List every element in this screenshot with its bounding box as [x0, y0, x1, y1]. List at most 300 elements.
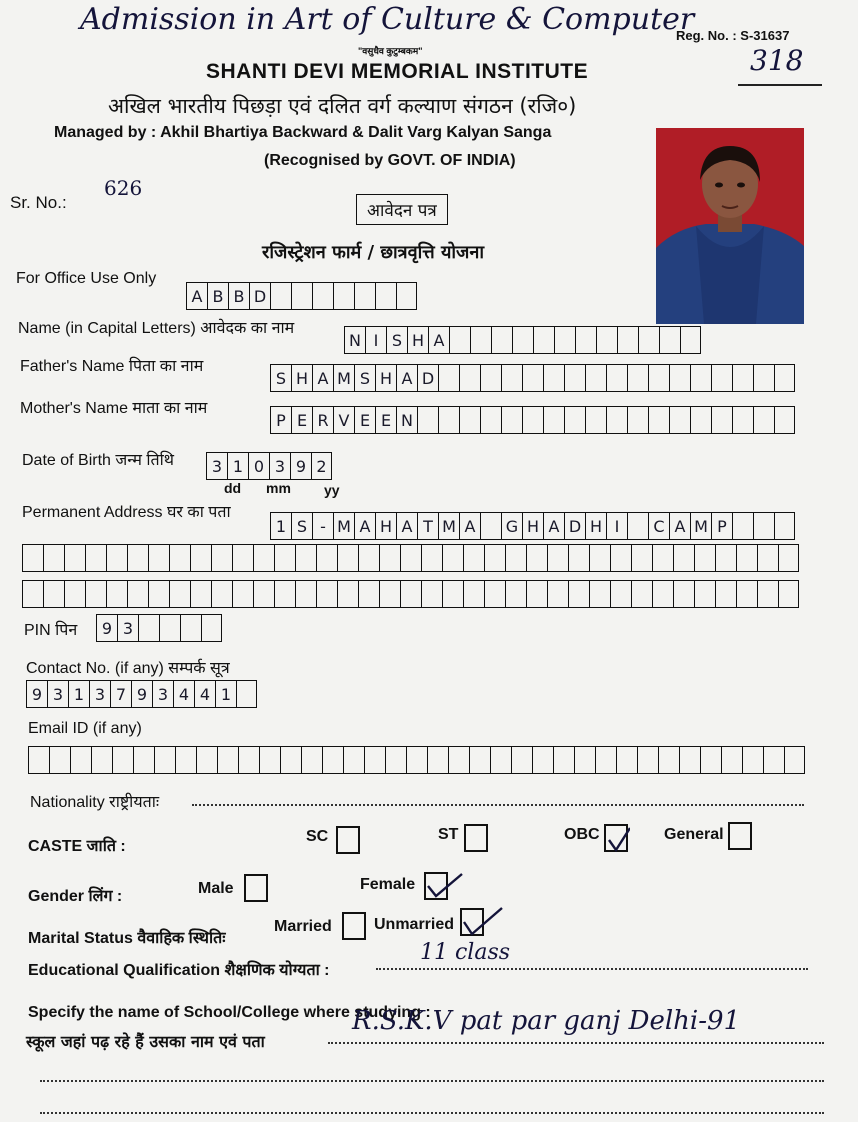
char-cell[interactable]: [375, 282, 396, 310]
char-cell[interactable]: [543, 364, 564, 392]
char-cell[interactable]: N: [344, 326, 365, 354]
char-cell[interactable]: [343, 746, 364, 774]
char-cell[interactable]: E: [291, 406, 312, 434]
char-cell[interactable]: [512, 326, 533, 354]
name-boxes[interactable]: [344, 326, 701, 354]
char-cell[interactable]: [406, 746, 427, 774]
school-line-3[interactable]: [40, 1112, 824, 1114]
char-cell[interactable]: [301, 746, 322, 774]
char-cell[interactable]: [190, 580, 211, 608]
char-cell[interactable]: [673, 544, 694, 572]
char-cell[interactable]: [295, 580, 316, 608]
char-cell[interactable]: N: [396, 406, 417, 434]
nationality-label: Nationality राष्ट्रीयताः: [30, 794, 160, 811]
char-cell[interactable]: H: [375, 364, 396, 392]
char-cell[interactable]: [180, 614, 201, 642]
char-cell[interactable]: [463, 580, 484, 608]
char-cell[interactable]: S: [354, 364, 375, 392]
char-cell[interactable]: [585, 364, 606, 392]
char-cell[interactable]: [211, 544, 232, 572]
char-cell[interactable]: [270, 282, 291, 310]
char-cell[interactable]: S: [386, 326, 407, 354]
char-cell[interactable]: [564, 406, 585, 434]
char-cell[interactable]: [312, 282, 333, 310]
char-cell[interactable]: [400, 580, 421, 608]
char-cell[interactable]: [694, 580, 715, 608]
char-cell[interactable]: I: [365, 326, 386, 354]
char-cell[interactable]: [589, 544, 610, 572]
org-hindi: अखिल भारतीय पिछड़ा एवं दलित वर्ग कल्याण संगठन (रजि०): [108, 94, 577, 118]
char-cell[interactable]: [49, 746, 70, 774]
managed-by: Managed by : Akhil Bhartiya Backward & Dalit Varg Kalyan Sanga: [54, 124, 552, 141]
pin-label: PIN पिन: [24, 622, 78, 639]
char-cell[interactable]: [610, 544, 631, 572]
char-cell[interactable]: [679, 746, 700, 774]
char-cell[interactable]: A: [428, 326, 449, 354]
char-cell[interactable]: [438, 406, 459, 434]
form-title: रजिस्ट्रेशन फार्म / छात्रवृत्ति योजना: [262, 242, 485, 263]
char-cell[interactable]: [175, 746, 196, 774]
char-cell[interactable]: 2: [311, 452, 332, 480]
char-cell[interactable]: [532, 746, 553, 774]
sr-no-label: Sr. No.:: [10, 193, 67, 212]
char-cell[interactable]: D: [249, 282, 270, 310]
char-cell[interactable]: [421, 544, 442, 572]
char-cell[interactable]: M: [333, 364, 354, 392]
char-cell[interactable]: [547, 580, 568, 608]
char-cell[interactable]: P: [711, 512, 732, 540]
char-cell[interactable]: [421, 580, 442, 608]
char-cell[interactable]: [438, 364, 459, 392]
st-checkbox[interactable]: [464, 824, 488, 852]
char-cell[interactable]: [337, 544, 358, 572]
char-cell[interactable]: A: [543, 512, 564, 540]
char-cell[interactable]: [417, 406, 438, 434]
char-cell[interactable]: [669, 406, 690, 434]
char-cell[interactable]: [70, 746, 91, 774]
char-cell[interactable]: S: [270, 364, 291, 392]
char-cell[interactable]: 1: [68, 680, 89, 708]
char-cell[interactable]: [112, 746, 133, 774]
char-cell[interactable]: [700, 746, 721, 774]
char-cell[interactable]: [526, 580, 547, 608]
char-cell[interactable]: I: [606, 512, 627, 540]
char-cell[interactable]: S: [291, 512, 312, 540]
char-cell[interactable]: [690, 406, 711, 434]
male-checkbox[interactable]: [244, 874, 268, 902]
motto: "वसुधैव कुटुम्बकम": [358, 46, 423, 56]
char-cell[interactable]: [627, 512, 648, 540]
char-cell[interactable]: [159, 614, 180, 642]
dob-dd: dd: [224, 480, 242, 496]
char-cell[interactable]: [715, 544, 736, 572]
sc-checkbox[interactable]: [336, 826, 360, 854]
char-cell[interactable]: [480, 512, 501, 540]
address-boxes-1[interactable]: [270, 512, 795, 540]
char-cell[interactable]: B: [228, 282, 249, 310]
dob-boxes[interactable]: [206, 452, 332, 480]
reg-underline: [738, 84, 822, 86]
char-cell[interactable]: [606, 364, 627, 392]
email-boxes[interactable]: [28, 746, 805, 774]
char-cell[interactable]: [470, 326, 491, 354]
char-cell[interactable]: [480, 406, 501, 434]
address-boxes-3[interactable]: [22, 580, 799, 608]
char-cell[interactable]: [736, 580, 757, 608]
char-cell[interactable]: [742, 746, 763, 774]
char-cell[interactable]: [638, 326, 659, 354]
char-cell[interactable]: [568, 580, 589, 608]
char-cell[interactable]: [491, 326, 512, 354]
handwritten-title: Admission in Art of Culture & Computer: [80, 2, 695, 37]
char-cell[interactable]: 1: [215, 680, 236, 708]
married-label: Married: [274, 918, 332, 935]
char-cell[interactable]: [753, 406, 774, 434]
char-cell[interactable]: T: [417, 512, 438, 540]
education-line[interactable]: [376, 968, 808, 970]
sc-label: SC: [306, 828, 329, 845]
nationality-line[interactable]: [192, 804, 804, 806]
char-cell[interactable]: [652, 580, 673, 608]
gender-label: Gender लिंग :: [28, 888, 123, 905]
char-cell[interactable]: [91, 746, 112, 774]
female-checkbox[interactable]: [424, 872, 448, 900]
address-boxes-2[interactable]: [22, 544, 799, 572]
char-cell[interactable]: [469, 746, 490, 774]
char-cell[interactable]: [138, 614, 159, 642]
char-cell[interactable]: [690, 364, 711, 392]
name-label: Name (in Capital Letters) आवेदक का नाम: [18, 320, 295, 337]
char-cell[interactable]: [316, 544, 337, 572]
char-cell[interactable]: [648, 364, 669, 392]
char-cell[interactable]: [236, 680, 257, 708]
father-boxes[interactable]: [270, 364, 795, 392]
char-cell[interactable]: -: [312, 512, 333, 540]
char-cell[interactable]: [396, 282, 417, 310]
char-cell[interactable]: [501, 364, 522, 392]
char-cell[interactable]: [627, 406, 648, 434]
char-cell[interactable]: [337, 580, 358, 608]
char-cell[interactable]: [459, 406, 480, 434]
char-cell[interactable]: [133, 746, 154, 774]
char-cell[interactable]: [196, 746, 217, 774]
char-cell[interactable]: [253, 580, 274, 608]
char-cell[interactable]: [732, 512, 753, 540]
reg-number: Reg. No. : S-31637: [676, 28, 790, 43]
char-cell[interactable]: [616, 746, 637, 774]
char-cell[interactable]: A: [459, 512, 480, 540]
char-cell[interactable]: [211, 580, 232, 608]
marital-label: Marital Status वैवाहिक स्थितिः: [28, 930, 226, 947]
char-cell[interactable]: [505, 544, 526, 572]
char-cell[interactable]: [694, 544, 715, 572]
obc-label: OBC: [564, 826, 600, 843]
char-cell[interactable]: [148, 544, 169, 572]
char-cell[interactable]: A: [396, 364, 417, 392]
char-cell[interactable]: [778, 544, 799, 572]
school-line-2[interactable]: [40, 1080, 824, 1082]
char-cell[interactable]: [568, 544, 589, 572]
char-cell[interactable]: [253, 544, 274, 572]
char-cell[interactable]: [385, 746, 406, 774]
char-cell[interactable]: [669, 364, 690, 392]
char-cell[interactable]: 9: [131, 680, 152, 708]
char-cell[interactable]: [22, 580, 43, 608]
dob-yy: yy: [324, 482, 340, 498]
char-cell[interactable]: [673, 580, 694, 608]
char-cell[interactable]: [595, 746, 616, 774]
char-cell[interactable]: 3: [89, 680, 110, 708]
sr-no-value: 626: [104, 176, 143, 200]
dob-label: Date of Birth जन्म तिथि: [22, 452, 174, 469]
married-checkbox[interactable]: [342, 912, 366, 940]
char-cell[interactable]: H: [291, 364, 312, 392]
char-cell[interactable]: [484, 544, 505, 572]
char-cell[interactable]: [238, 746, 259, 774]
char-cell[interactable]: [505, 580, 526, 608]
char-cell[interactable]: [526, 544, 547, 572]
char-cell[interactable]: [400, 544, 421, 572]
char-cell[interactable]: [564, 364, 585, 392]
char-cell[interactable]: [274, 580, 295, 608]
char-cell[interactable]: 3: [269, 452, 290, 480]
char-cell[interactable]: [232, 544, 253, 572]
char-cell[interactable]: [648, 406, 669, 434]
char-cell[interactable]: [543, 406, 564, 434]
char-cell[interactable]: [322, 746, 343, 774]
check-mark-icon: [424, 870, 464, 900]
char-cell[interactable]: [43, 544, 64, 572]
char-cell[interactable]: [732, 364, 753, 392]
char-cell[interactable]: [732, 406, 753, 434]
char-cell[interactable]: [364, 746, 385, 774]
char-cell[interactable]: [358, 580, 379, 608]
char-cell[interactable]: C: [648, 512, 669, 540]
char-cell[interactable]: [490, 746, 511, 774]
char-cell[interactable]: [736, 544, 757, 572]
father-label: Father's Name पिता का नाम: [20, 358, 204, 375]
char-cell[interactable]: 1: [270, 512, 291, 540]
char-cell[interactable]: [774, 512, 795, 540]
char-cell[interactable]: [547, 544, 568, 572]
char-cell[interactable]: 7: [110, 680, 131, 708]
school-label: Specify the name of School/College where studying :: [28, 1004, 431, 1021]
char-cell[interactable]: [127, 544, 148, 572]
char-cell[interactable]: [154, 746, 175, 774]
general-checkbox[interactable]: [728, 822, 752, 850]
char-cell[interactable]: [169, 580, 190, 608]
pin-boxes[interactable]: [96, 614, 222, 642]
char-cell[interactable]: [280, 746, 301, 774]
char-cell[interactable]: [715, 580, 736, 608]
char-cell[interactable]: [442, 544, 463, 572]
applicant-photo: [656, 128, 804, 324]
char-cell[interactable]: [631, 544, 652, 572]
char-cell[interactable]: [522, 406, 543, 434]
char-cell[interactable]: [610, 580, 631, 608]
char-cell[interactable]: [274, 544, 295, 572]
char-cell[interactable]: [774, 364, 795, 392]
mother-label: Mother's Name माता का नाम: [20, 400, 208, 417]
char-cell[interactable]: A: [186, 282, 207, 310]
char-cell[interactable]: 3: [206, 452, 227, 480]
office-boxes[interactable]: [186, 282, 417, 310]
char-cell[interactable]: V: [333, 406, 354, 434]
char-cell[interactable]: [484, 580, 505, 608]
char-cell[interactable]: G: [501, 512, 522, 540]
char-cell[interactable]: [22, 544, 43, 572]
char-cell[interactable]: [757, 544, 778, 572]
school-line-1[interactable]: [328, 1042, 824, 1044]
char-cell[interactable]: [333, 282, 354, 310]
char-cell[interactable]: [501, 406, 522, 434]
char-cell[interactable]: H: [522, 512, 543, 540]
char-cell[interactable]: [631, 580, 652, 608]
char-cell[interactable]: D: [417, 364, 438, 392]
char-cell[interactable]: [449, 326, 470, 354]
char-cell[interactable]: [659, 326, 680, 354]
char-cell[interactable]: M: [690, 512, 711, 540]
char-cell[interactable]: A: [312, 364, 333, 392]
char-cell[interactable]: [575, 326, 596, 354]
char-cell[interactable]: [522, 364, 543, 392]
char-cell[interactable]: [190, 544, 211, 572]
char-cell[interactable]: [316, 580, 337, 608]
char-cell[interactable]: H: [407, 326, 428, 354]
char-cell[interactable]: [379, 544, 400, 572]
char-cell[interactable]: [259, 746, 280, 774]
char-cell[interactable]: P: [270, 406, 291, 434]
char-cell[interactable]: [64, 544, 85, 572]
school-value: R.S.K.V pat par ganj Delhi-91: [352, 1006, 741, 1036]
char-cell[interactable]: [43, 580, 64, 608]
char-cell[interactable]: H: [375, 512, 396, 540]
char-cell[interactable]: [757, 580, 778, 608]
handwritten-reg: 318: [750, 44, 804, 77]
char-cell[interactable]: B: [207, 282, 228, 310]
char-cell[interactable]: [533, 326, 554, 354]
char-cell[interactable]: 9: [26, 680, 47, 708]
char-cell[interactable]: [85, 580, 106, 608]
caste-label: CASTE जाति :: [28, 838, 126, 855]
char-cell[interactable]: [169, 544, 190, 572]
char-cell[interactable]: [358, 544, 379, 572]
char-cell[interactable]: [778, 580, 799, 608]
char-cell[interactable]: [711, 364, 732, 392]
obc-checkbox[interactable]: [604, 824, 628, 852]
char-cell[interactable]: 1: [227, 452, 248, 480]
char-cell[interactable]: 3: [47, 680, 68, 708]
char-cell[interactable]: [480, 364, 501, 392]
female-label: Female: [360, 876, 416, 893]
char-cell[interactable]: [721, 746, 742, 774]
char-cell[interactable]: E: [375, 406, 396, 434]
char-cell[interactable]: [459, 364, 480, 392]
char-cell[interactable]: [217, 746, 238, 774]
st-label: ST: [438, 826, 459, 843]
char-cell[interactable]: [574, 746, 595, 774]
char-cell[interactable]: [64, 580, 85, 608]
char-cell[interactable]: [589, 580, 610, 608]
email-label: Email ID (if any): [28, 720, 142, 737]
char-cell[interactable]: A: [354, 512, 375, 540]
char-cell[interactable]: [295, 544, 316, 572]
char-cell[interactable]: 4: [194, 680, 215, 708]
char-cell[interactable]: [232, 580, 253, 608]
char-cell[interactable]: [148, 580, 169, 608]
char-cell[interactable]: [85, 544, 106, 572]
char-cell[interactable]: [784, 746, 805, 774]
unmarried-checkbox[interactable]: [460, 908, 484, 936]
male-label: Male: [198, 880, 234, 897]
mother-boxes[interactable]: [270, 406, 795, 434]
char-cell[interactable]: R: [312, 406, 333, 434]
char-cell[interactable]: [753, 512, 774, 540]
char-cell[interactable]: H: [585, 512, 606, 540]
char-cell[interactable]: D: [564, 512, 585, 540]
char-cell[interactable]: [448, 746, 469, 774]
char-cell[interactable]: [201, 614, 222, 642]
char-cell[interactable]: [596, 326, 617, 354]
char-cell[interactable]: [28, 746, 49, 774]
check-mark-icon: [606, 826, 630, 854]
char-cell[interactable]: [585, 406, 606, 434]
char-cell[interactable]: M: [438, 512, 459, 540]
char-cell[interactable]: M: [333, 512, 354, 540]
institute-name: SHANTI DEVI MEMORIAL INSTITUTE: [206, 60, 589, 83]
char-cell[interactable]: [106, 544, 127, 572]
char-cell[interactable]: [753, 364, 774, 392]
dob-mm: mm: [266, 480, 291, 496]
char-cell[interactable]: [379, 580, 400, 608]
char-cell[interactable]: [652, 544, 673, 572]
education-value: 11 class: [420, 940, 511, 965]
char-cell[interactable]: [637, 746, 658, 774]
char-cell[interactable]: [617, 326, 638, 354]
char-cell[interactable]: [442, 580, 463, 608]
char-cell[interactable]: [606, 406, 627, 434]
char-cell[interactable]: A: [396, 512, 417, 540]
char-cell[interactable]: 9: [290, 452, 311, 480]
char-cell[interactable]: [774, 406, 795, 434]
address-label: Permanent Address घर का पता: [22, 504, 231, 521]
char-cell[interactable]: [511, 746, 532, 774]
char-cell[interactable]: [554, 326, 575, 354]
char-cell[interactable]: [711, 406, 732, 434]
char-cell[interactable]: [427, 746, 448, 774]
contact-boxes[interactable]: [26, 680, 257, 708]
char-cell[interactable]: [627, 364, 648, 392]
char-cell[interactable]: E: [354, 406, 375, 434]
char-cell[interactable]: 9: [96, 614, 117, 642]
char-cell[interactable]: [463, 544, 484, 572]
char-cell[interactable]: [763, 746, 784, 774]
char-cell[interactable]: [291, 282, 312, 310]
char-cell[interactable]: 0: [248, 452, 269, 480]
char-cell[interactable]: [127, 580, 148, 608]
unmarried-label: Unmarried: [374, 916, 455, 933]
char-cell[interactable]: 4: [173, 680, 194, 708]
char-cell[interactable]: [553, 746, 574, 774]
char-cell[interactable]: 3: [152, 680, 173, 708]
char-cell[interactable]: 3: [117, 614, 138, 642]
office-label: For Office Use Only: [16, 270, 157, 287]
char-cell[interactable]: A: [669, 512, 690, 540]
char-cell[interactable]: [658, 746, 679, 774]
char-cell[interactable]: [354, 282, 375, 310]
char-cell[interactable]: [106, 580, 127, 608]
char-cell[interactable]: [680, 326, 701, 354]
